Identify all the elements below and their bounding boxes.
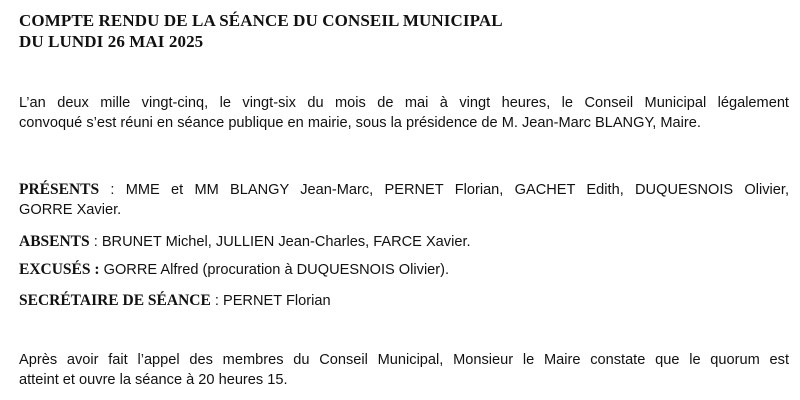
secretaire-paragraph (19, 291, 789, 311)
title-line-1: COMPTE RENDU DE LA SÉANCE DU CONSEIL MUNICIPAL (19, 11, 503, 30)
document-title (19, 10, 503, 52)
secretaire-text: : PERNET Florian (210, 293, 331, 309)
presents-text: : MME et MM BLANGY Jean-Marc, PERNET Florian, GACHET Edith, DUQUESNOIS Olivier, (99, 182, 789, 198)
excuses-line (19, 260, 789, 280)
absents-label: ABSENTS (19, 233, 90, 250)
presents-line-2: GORRE Xavier. (19, 202, 122, 218)
excuses-paragraph (19, 260, 789, 280)
presents-paragraph (19, 180, 789, 220)
secretaire-label: SECRÉTAIRE DE SÉANCE (19, 292, 211, 309)
secretaire-line (19, 291, 789, 311)
intro-line-1: L’an deux mille vingt-cinq, le vingt-six du mois de mai à vingt heures, le Conseil Municipal légalement (19, 95, 789, 111)
excuses-label: EXCUSÉS : (19, 261, 100, 278)
absents-line (19, 232, 789, 252)
closing-line-2: atteint et ouvre la séance à 20 heures 15. (19, 372, 288, 388)
intro-line-2: convoqué s’est réuni en séance publique en mairie, sous la présidence de M. Jean-Marc BLANGY, Maire. (19, 115, 701, 131)
absents-paragraph (19, 232, 789, 252)
title-line-2: DU LUNDI 26 MAI 2025 (19, 32, 204, 51)
closing-paragraph (19, 350, 789, 390)
presents-label: PRÉSENTS (19, 181, 100, 198)
presents-line-1 (19, 180, 789, 200)
closing-line-1: Après avoir fait l’appel des membres du Conseil Municipal, Monsieur le Maire constate que le quorum est (19, 352, 789, 368)
excuses-text: GORRE Alfred (procuration à DUQUESNOIS Olivier). (99, 262, 450, 278)
intro-paragraph (19, 93, 789, 133)
absents-text: : BRUNET Michel, JULLIEN Jean-Charles, FARCE Xavier. (89, 234, 471, 250)
